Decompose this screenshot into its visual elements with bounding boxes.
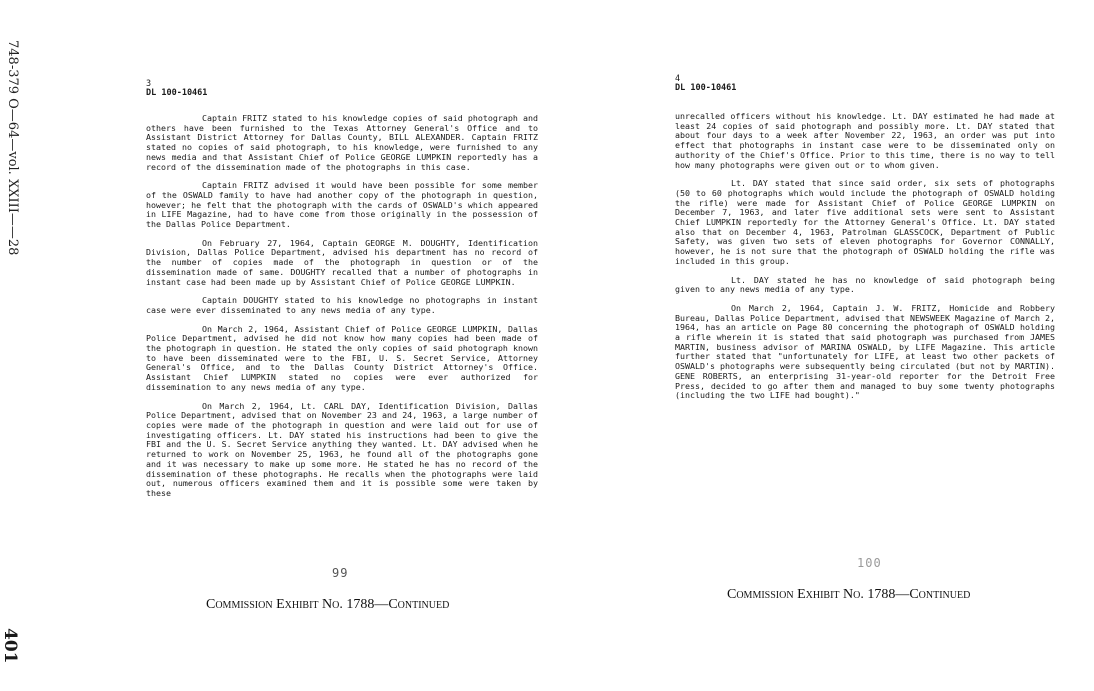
left-paragraph-2: Captain FRITZ advised it would have been possible for some member of the OSWALD family to have had another copy of the photograph in question, however; he felt that the photograph with the cards of OSWALD's which appeared in LIFE Magazine, had to have come from those originally in the possession of the Dallas Police Department. bbox=[146, 180, 538, 230]
left-page-number: 3 bbox=[146, 79, 152, 89]
margin-vertical-header-text: 748-379 O—64—vol. XXIII——28 bbox=[5, 40, 20, 256]
right-paragraph-1: unrecalled officers without his knowledge. Lt. DAY estimated he had made at least 24 copies of said photograph and possibly more. Lt. DAY stated that about four days to a week after November 22, 1963, an order was put into effect that photographs in instant case were to be disseminated only on authority of the Chief's Office. Prior to this time, there is no way to tell how many photographs were given out or to whom given. bbox=[675, 111, 1055, 170]
left-document-page bbox=[146, 80, 538, 508]
right-paragraph-2: Lt. DAY stated that since said order, six sets of photographs (50 to 60 photographs which would include the photograph of OSWALD holding the rifle) were made for Assistant Chief of Police GEORGE LUMPKIN on December 7, 1963, and later five additional sets were sent to Assistant Chief LUMPKIN reportedly for the Attorney General's Office. Lt. DAY stated also that on December 4, 1963, Patrolman GLASSCOCK, Department of Public Safety, was given two sets of eleven photographs for Governor CONNALLY, however, he is not sure that the photograph of OSWALD holding the rifle was included in this group. bbox=[675, 178, 1055, 266]
left-paragraph-1: Captain FRITZ stated to his knowledge copies of said photograph and others have been furnished to the Texas Attorney General's Office and to Assistant District Attorney for Dallas County, BILL ALEXANDER. Captain FRITZ stated no copies of said photograph, to his knowledge, were furnished to any news media and that Assistant Chief of Police GEORGE LUMPKIN reportedly has a record of the dissemination made of the photographs in this case. bbox=[146, 113, 538, 172]
left-paragraph-5: On March 2, 1964, Assistant Chief of Police GEORGE LUMPKIN, Dallas Police Department, advised he did not know how many copies had been made of the photograph in question. He stated the only copies of said photograph known to have been disseminated were to the FBI, U. S. Secret Service, Attorney General's Office, and to the Dallas County District Attorney's Office. Assistant Chief LUMPKIN stated no copies were ever authorized for dissemination to any news media of any type. bbox=[146, 323, 538, 392]
right-document-page bbox=[675, 75, 1055, 410]
right-footer-number: 100 bbox=[857, 556, 882, 570]
right-file-number: DL 100-10461 bbox=[675, 83, 737, 93]
left-exhibit-caption: Commission Exhibit No. 1788—Continued bbox=[206, 597, 450, 612]
volume-page-number bbox=[0, 628, 24, 668]
right-exhibit-caption: Commission Exhibit No. 1788—Continued bbox=[727, 587, 971, 602]
volume-page-number-text: 401 bbox=[0, 628, 20, 664]
left-footer-number: 99 bbox=[332, 566, 349, 580]
left-paragraph-6: On March 2, 1964, Lt. CARL DAY, Identification Division, Dallas Police Department, advised that on November 23 and 24, 1963, a large number of copies were made of the photograph in question and were laid out for use of investigating officers. Lt. DAY stated his instructions had been to give the FBI and the U. S. Secret Service anything they wanted. Lt. DAY advised when he returned to work on November 25, 1963, he found all of the photographs gone and it was necessary to make up some more. He stated he has no record of the dissemination of these photographs. He recalls when the photographs were laid out, numerous officers examined them and it is possible some were taken by these bbox=[146, 400, 538, 498]
left-paragraph-3: On February 27, 1964, Captain GEORGE M. DOUGHTY, Identification Division, Dallas Police Department, advised his department has no record of the number of copies made of the photograph in question or of the dissemination made of same. DOUGHTY recalled that a number of photographs in instant case had been made up by Assistant Chief of Police GEORGE LUMPKIN. bbox=[146, 237, 538, 287]
margin-vertical-header bbox=[2, 40, 24, 270]
right-paragraph-3: Lt. DAY stated he has no knowledge of said photograph being given to any news media of any type. bbox=[675, 274, 1055, 295]
left-paragraph-4: Captain DOUGHTY stated to his knowledge no photographs in instant case were ever disseminated to any news media of any type. bbox=[146, 295, 538, 315]
left-file-number: DL 100-10461 bbox=[146, 88, 208, 98]
right-paragraph-4: On March 2, 1964, Captain J. W. FRITZ, Homicide and Robbery Bureau, Dallas Police Department, advised that NEWSWEEK Magazine of March 2, 1964, has an article on Page 80 concerning the photograph of OSWALD holding a rifle wherein it is stated that said photograph was purchased from JAMES MARTIN, business advisor of MARINA OSWALD, by LIFE Magazine. This article further stated that "unfortunately for LIFE, at least two other packets of OSWALD's photographs were subsequently being circulated (but not by MARTIN). GENE ROBERTS, an enterprising 31-year-old reporter for the Detroit Free Press, decided to go after them and managed to buy some twenty photographs (including the two LIFE had bought)." bbox=[675, 302, 1055, 401]
right-page-number: 4 bbox=[675, 74, 681, 84]
